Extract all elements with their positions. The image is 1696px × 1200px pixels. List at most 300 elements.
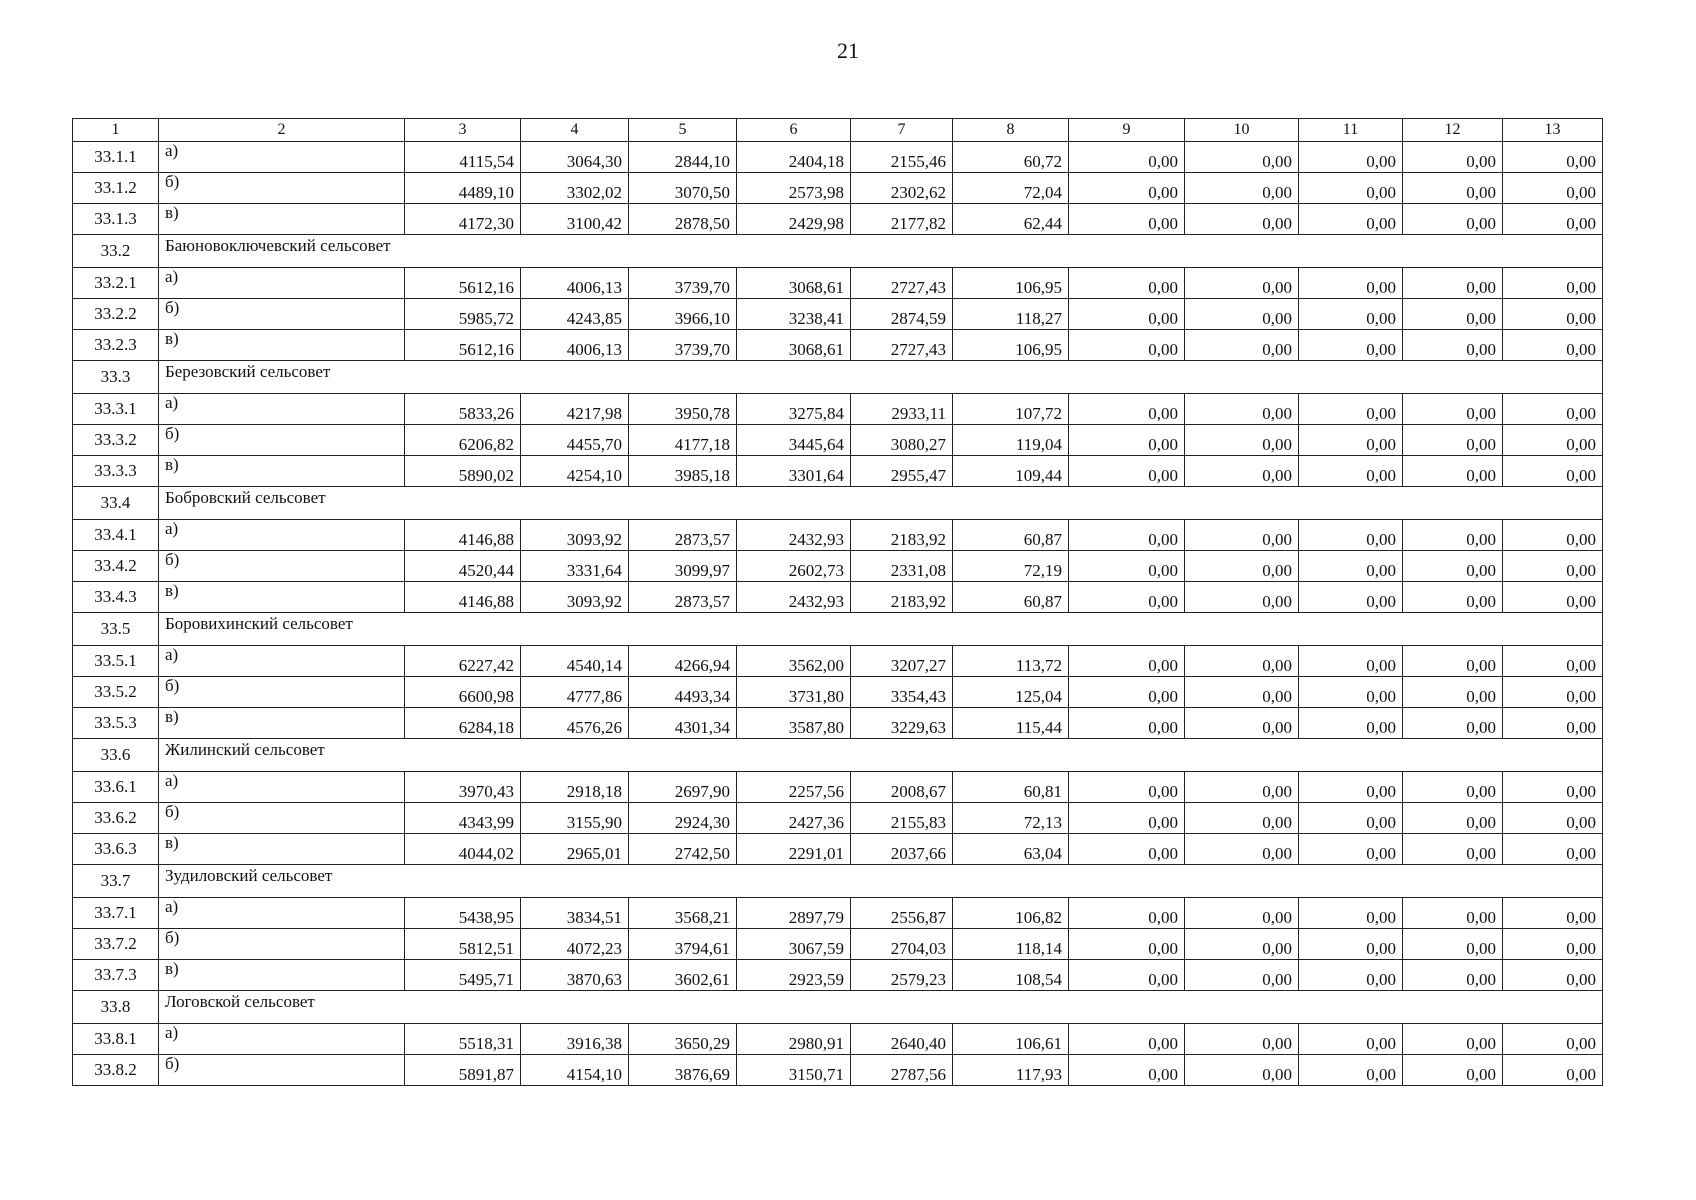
row-label: б)	[159, 299, 405, 330]
value-cell: 4154,10	[521, 1055, 629, 1086]
value-cell: 72,19	[953, 551, 1069, 582]
value-cell: 0,00	[1185, 772, 1299, 803]
value-cell: 2291,01	[737, 834, 851, 865]
header-cell: 12	[1403, 119, 1503, 142]
row-code: 33.3.3	[73, 456, 159, 487]
value-cell: 0,00	[1403, 1055, 1503, 1086]
page-number: 21	[837, 38, 859, 63]
value-cell: 0,00	[1403, 960, 1503, 991]
row-code: 33.8	[73, 991, 159, 1024]
value-cell: 0,00	[1069, 173, 1185, 204]
value-cell: 3739,70	[629, 330, 737, 361]
value-cell: 4493,34	[629, 677, 737, 708]
value-cell: 4146,88	[405, 520, 521, 551]
value-cell: 0,00	[1069, 142, 1185, 173]
value-cell: 2924,30	[629, 803, 737, 834]
value-cell: 0,00	[1299, 520, 1403, 551]
value-cell: 0,00	[1185, 299, 1299, 330]
value-cell: 2874,59	[851, 299, 953, 330]
value-cell: 3970,43	[405, 772, 521, 803]
value-cell: 2955,47	[851, 456, 953, 487]
value-cell: 0,00	[1403, 582, 1503, 613]
value-cell: 0,00	[1503, 204, 1603, 235]
header-cell: 5	[629, 119, 737, 142]
header-cell: 4	[521, 119, 629, 142]
section-name: Боровихинский сельсовет	[159, 613, 1603, 646]
row-code: 33.2.1	[73, 268, 159, 299]
value-cell: 0,00	[1069, 708, 1185, 739]
value-cell: 0,00	[1403, 898, 1503, 929]
table-row	[73, 898, 1603, 929]
row-code: 33.6.2	[73, 803, 159, 834]
row-label: в)	[159, 834, 405, 865]
value-cell: 2008,67	[851, 772, 953, 803]
value-cell: 5438,95	[405, 898, 521, 929]
value-cell: 4044,02	[405, 834, 521, 865]
value-cell: 2183,92	[851, 520, 953, 551]
value-cell: 3562,00	[737, 646, 851, 677]
value-cell: 2923,59	[737, 960, 851, 991]
value-cell: 0,00	[1503, 425, 1603, 456]
table-row	[73, 1055, 1603, 1086]
value-cell: 0,00	[1185, 646, 1299, 677]
value-cell: 0,00	[1069, 677, 1185, 708]
section-name: Березовский сельсовет	[159, 361, 1603, 394]
value-cell: 0,00	[1403, 677, 1503, 708]
value-cell: 3093,92	[521, 520, 629, 551]
value-cell: 60,87	[953, 520, 1069, 551]
row-code: 33.2.2	[73, 299, 159, 330]
row-label: а)	[159, 646, 405, 677]
value-cell: 0,00	[1299, 646, 1403, 677]
value-cell: 0,00	[1185, 204, 1299, 235]
value-cell: 2878,50	[629, 204, 737, 235]
value-cell: 3093,92	[521, 582, 629, 613]
table-row	[73, 173, 1603, 204]
table-row	[73, 929, 1603, 960]
value-cell: 2573,98	[737, 173, 851, 204]
value-cell: 0,00	[1185, 960, 1299, 991]
value-cell: 4777,86	[521, 677, 629, 708]
value-cell: 0,00	[1299, 708, 1403, 739]
value-cell: 2727,43	[851, 268, 953, 299]
value-cell: 0,00	[1403, 708, 1503, 739]
table-row	[73, 425, 1603, 456]
value-cell: 0,00	[1503, 929, 1603, 960]
row-code: 33.1.2	[73, 173, 159, 204]
value-cell: 0,00	[1185, 582, 1299, 613]
value-cell: 0,00	[1185, 456, 1299, 487]
value-cell: 4455,70	[521, 425, 629, 456]
row-code: 33.1.3	[73, 204, 159, 235]
value-cell: 2727,43	[851, 330, 953, 361]
table-row	[73, 268, 1603, 299]
value-cell: 3229,63	[851, 708, 953, 739]
row-code: 33.5.2	[73, 677, 159, 708]
value-cell: 5890,02	[405, 456, 521, 487]
value-cell: 2697,90	[629, 772, 737, 803]
value-cell: 0,00	[1185, 677, 1299, 708]
value-cell: 5612,16	[405, 268, 521, 299]
value-cell: 3150,71	[737, 1055, 851, 1086]
value-cell: 5518,31	[405, 1024, 521, 1055]
value-cell: 0,00	[1299, 1024, 1403, 1055]
value-cell: 4266,94	[629, 646, 737, 677]
header-cell: 6	[737, 119, 851, 142]
value-cell: 2602,73	[737, 551, 851, 582]
row-code: 33.8.1	[73, 1024, 159, 1055]
row-code: 33.7.3	[73, 960, 159, 991]
value-cell: 0,00	[1403, 456, 1503, 487]
value-cell: 0,00	[1503, 173, 1603, 204]
value-cell: 0,00	[1403, 142, 1503, 173]
table-row	[73, 803, 1603, 834]
value-cell: 3568,21	[629, 898, 737, 929]
value-cell: 0,00	[1299, 834, 1403, 865]
value-cell: 2183,92	[851, 582, 953, 613]
row-label: а)	[159, 1024, 405, 1055]
value-cell: 3731,80	[737, 677, 851, 708]
row-code: 33.5.3	[73, 708, 159, 739]
value-cell: 3794,61	[629, 929, 737, 960]
value-cell: 106,95	[953, 268, 1069, 299]
value-cell: 0,00	[1503, 772, 1603, 803]
section-name: Логовской сельсовет	[159, 991, 1603, 1024]
value-cell: 72,13	[953, 803, 1069, 834]
value-cell: 0,00	[1403, 772, 1503, 803]
row-label: б)	[159, 551, 405, 582]
table-row	[73, 677, 1603, 708]
value-cell: 5612,16	[405, 330, 521, 361]
value-cell: 2556,87	[851, 898, 953, 929]
value-cell: 4006,13	[521, 268, 629, 299]
value-cell: 60,87	[953, 582, 1069, 613]
table-row	[73, 330, 1603, 361]
value-cell: 3602,61	[629, 960, 737, 991]
value-cell: 0,00	[1503, 1024, 1603, 1055]
value-cell: 5495,71	[405, 960, 521, 991]
value-cell: 0,00	[1503, 551, 1603, 582]
value-cell: 5891,87	[405, 1055, 521, 1086]
section-row	[73, 361, 1603, 394]
value-cell: 0,00	[1299, 394, 1403, 425]
value-cell: 3876,69	[629, 1055, 737, 1086]
row-label: а)	[159, 268, 405, 299]
header-row	[73, 119, 1603, 142]
row-code: 33.1.1	[73, 142, 159, 173]
value-cell: 0,00	[1299, 551, 1403, 582]
value-cell: 0,00	[1299, 677, 1403, 708]
row-code: 33.3.1	[73, 394, 159, 425]
value-cell: 0,00	[1185, 1024, 1299, 1055]
table-row	[73, 299, 1603, 330]
value-cell: 4115,54	[405, 142, 521, 173]
value-cell: 0,00	[1299, 803, 1403, 834]
value-cell: 6227,42	[405, 646, 521, 677]
value-cell: 0,00	[1299, 898, 1403, 929]
value-cell: 2844,10	[629, 142, 737, 173]
value-cell: 0,00	[1069, 929, 1185, 960]
row-label: а)	[159, 898, 405, 929]
value-cell: 0,00	[1185, 330, 1299, 361]
row-code: 33.5.1	[73, 646, 159, 677]
table-row	[73, 520, 1603, 551]
row-label: б)	[159, 425, 405, 456]
section-name: Бобровский сельсовет	[159, 487, 1603, 520]
row-label: в)	[159, 960, 405, 991]
value-cell: 0,00	[1403, 330, 1503, 361]
row-code: 33.4	[73, 487, 159, 520]
value-cell: 0,00	[1503, 898, 1603, 929]
value-cell: 0,00	[1185, 551, 1299, 582]
value-cell: 0,00	[1503, 330, 1603, 361]
value-cell: 4489,10	[405, 173, 521, 204]
value-cell: 0,00	[1503, 142, 1603, 173]
row-code: 33.4.3	[73, 582, 159, 613]
value-cell: 109,44	[953, 456, 1069, 487]
value-cell: 4254,10	[521, 456, 629, 487]
value-cell: 6206,82	[405, 425, 521, 456]
value-cell: 0,00	[1403, 268, 1503, 299]
value-cell: 0,00	[1299, 204, 1403, 235]
value-cell: 2404,18	[737, 142, 851, 173]
value-cell: 0,00	[1403, 834, 1503, 865]
value-cell: 0,00	[1069, 834, 1185, 865]
row-label: в)	[159, 330, 405, 361]
value-cell: 0,00	[1069, 1055, 1185, 1086]
value-cell: 63,04	[953, 834, 1069, 865]
section-name: Зудиловский сельсовет	[159, 865, 1603, 898]
value-cell: 107,72	[953, 394, 1069, 425]
value-cell: 0,00	[1185, 1055, 1299, 1086]
value-cell: 0,00	[1503, 803, 1603, 834]
value-cell: 3155,90	[521, 803, 629, 834]
value-cell: 2742,50	[629, 834, 737, 865]
value-cell: 0,00	[1403, 173, 1503, 204]
row-code: 33.7.1	[73, 898, 159, 929]
value-cell: 3301,64	[737, 456, 851, 487]
value-cell: 3067,59	[737, 929, 851, 960]
section-row	[73, 235, 1603, 268]
value-cell: 2933,11	[851, 394, 953, 425]
table-row	[73, 582, 1603, 613]
value-cell: 6600,98	[405, 677, 521, 708]
row-code: 33.7.2	[73, 929, 159, 960]
value-cell: 60,72	[953, 142, 1069, 173]
value-cell: 0,00	[1503, 834, 1603, 865]
value-cell: 115,44	[953, 708, 1069, 739]
value-cell: 4006,13	[521, 330, 629, 361]
value-cell: 2177,82	[851, 204, 953, 235]
value-cell: 3080,27	[851, 425, 953, 456]
value-cell: 2432,93	[737, 582, 851, 613]
value-cell: 2331,08	[851, 551, 953, 582]
header-cell: 3	[405, 119, 521, 142]
value-cell: 0,00	[1069, 299, 1185, 330]
value-cell: 4177,18	[629, 425, 737, 456]
value-cell: 2302,62	[851, 173, 953, 204]
value-cell: 2037,66	[851, 834, 953, 865]
table-body	[73, 142, 1603, 1086]
value-cell: 60,81	[953, 772, 1069, 803]
value-cell: 0,00	[1069, 898, 1185, 929]
value-cell: 3302,02	[521, 173, 629, 204]
table-row	[73, 551, 1603, 582]
value-cell: 0,00	[1403, 646, 1503, 677]
value-cell: 0,00	[1299, 1055, 1403, 1086]
value-cell: 4576,26	[521, 708, 629, 739]
value-cell: 106,82	[953, 898, 1069, 929]
value-cell: 0,00	[1503, 456, 1603, 487]
value-cell: 2432,93	[737, 520, 851, 551]
value-cell: 5812,51	[405, 929, 521, 960]
value-cell: 0,00	[1185, 834, 1299, 865]
value-cell: 0,00	[1299, 173, 1403, 204]
value-cell: 4301,34	[629, 708, 737, 739]
section-name: Баюновоключевский сельсовет	[159, 235, 1603, 268]
value-cell: 0,00	[1069, 204, 1185, 235]
value-cell: 2980,91	[737, 1024, 851, 1055]
value-cell: 4072,23	[521, 929, 629, 960]
value-cell: 0,00	[1503, 708, 1603, 739]
row-label: а)	[159, 394, 405, 425]
value-cell: 62,44	[953, 204, 1069, 235]
section-row	[73, 613, 1603, 646]
value-cell: 0,00	[1503, 1055, 1603, 1086]
value-cell: 72,04	[953, 173, 1069, 204]
section-row	[73, 991, 1603, 1024]
value-cell: 4217,98	[521, 394, 629, 425]
value-cell: 0,00	[1185, 520, 1299, 551]
header-cell: 8	[953, 119, 1069, 142]
value-cell: 0,00	[1185, 803, 1299, 834]
header-cell: 11	[1299, 119, 1403, 142]
value-cell: 0,00	[1185, 268, 1299, 299]
value-cell: 0,00	[1503, 960, 1603, 991]
value-cell: 0,00	[1069, 330, 1185, 361]
row-label: а)	[159, 142, 405, 173]
value-cell: 0,00	[1069, 960, 1185, 991]
row-code: 33.8.2	[73, 1055, 159, 1086]
value-cell: 3068,61	[737, 268, 851, 299]
value-cell: 0,00	[1503, 646, 1603, 677]
section-row	[73, 865, 1603, 898]
value-cell: 3064,30	[521, 142, 629, 173]
value-cell: 0,00	[1503, 677, 1603, 708]
header-cell: 9	[1069, 119, 1185, 142]
section-name: Жилинский сельсовет	[159, 739, 1603, 772]
value-cell: 0,00	[1299, 960, 1403, 991]
header-cell: 13	[1503, 119, 1603, 142]
value-cell: 3834,51	[521, 898, 629, 929]
value-cell: 4520,44	[405, 551, 521, 582]
value-cell: 0,00	[1299, 929, 1403, 960]
value-cell: 119,04	[953, 425, 1069, 456]
value-cell: 0,00	[1185, 708, 1299, 739]
row-label: б)	[159, 803, 405, 834]
value-cell: 117,93	[953, 1055, 1069, 1086]
table-row	[73, 204, 1603, 235]
value-cell: 2965,01	[521, 834, 629, 865]
row-code: 33.2	[73, 235, 159, 268]
value-cell: 0,00	[1299, 142, 1403, 173]
table-row	[73, 142, 1603, 173]
value-cell: 3099,97	[629, 551, 737, 582]
value-cell: 6284,18	[405, 708, 521, 739]
value-cell: 3100,42	[521, 204, 629, 235]
value-cell: 0,00	[1403, 204, 1503, 235]
value-cell: 0,00	[1299, 268, 1403, 299]
row-label: б)	[159, 677, 405, 708]
row-code: 33.7	[73, 865, 159, 898]
value-cell: 0,00	[1299, 330, 1403, 361]
value-cell: 2429,98	[737, 204, 851, 235]
value-cell: 4540,14	[521, 646, 629, 677]
row-label: в)	[159, 582, 405, 613]
value-cell: 3207,27	[851, 646, 953, 677]
value-cell: 0,00	[1069, 803, 1185, 834]
header-cell: 1	[73, 119, 159, 142]
table-row	[73, 646, 1603, 677]
value-cell: 0,00	[1069, 1024, 1185, 1055]
value-cell: 0,00	[1403, 425, 1503, 456]
header-cell: 7	[851, 119, 953, 142]
value-cell: 0,00	[1403, 394, 1503, 425]
tariff-table	[72, 118, 1603, 1086]
value-cell: 3445,64	[737, 425, 851, 456]
value-cell: 0,00	[1185, 142, 1299, 173]
value-cell: 3985,18	[629, 456, 737, 487]
value-cell: 0,00	[1069, 268, 1185, 299]
row-label: б)	[159, 1055, 405, 1086]
row-label: в)	[159, 456, 405, 487]
value-cell: 108,54	[953, 960, 1069, 991]
row-code: 33.6.3	[73, 834, 159, 865]
value-cell: 3870,63	[521, 960, 629, 991]
row-code: 33.3.2	[73, 425, 159, 456]
row-code: 33.2.3	[73, 330, 159, 361]
value-cell: 3068,61	[737, 330, 851, 361]
value-cell: 0,00	[1403, 299, 1503, 330]
value-cell: 3739,70	[629, 268, 737, 299]
value-cell: 0,00	[1503, 299, 1603, 330]
row-code: 33.5	[73, 613, 159, 646]
value-cell: 0,00	[1503, 268, 1603, 299]
value-cell: 5985,72	[405, 299, 521, 330]
value-cell: 0,00	[1069, 394, 1185, 425]
table-row	[73, 708, 1603, 739]
value-cell: 0,00	[1069, 646, 1185, 677]
row-label: б)	[159, 173, 405, 204]
value-cell: 125,04	[953, 677, 1069, 708]
value-cell: 3587,80	[737, 708, 851, 739]
value-cell: 3070,50	[629, 173, 737, 204]
value-cell: 0,00	[1403, 1024, 1503, 1055]
table-row	[73, 456, 1603, 487]
value-cell: 0,00	[1185, 425, 1299, 456]
table-row	[73, 772, 1603, 803]
value-cell: 0,00	[1069, 425, 1185, 456]
value-cell: 113,72	[953, 646, 1069, 677]
row-label: в)	[159, 708, 405, 739]
value-cell: 3650,29	[629, 1024, 737, 1055]
value-cell: 106,95	[953, 330, 1069, 361]
row-code: 33.4.1	[73, 520, 159, 551]
value-cell: 4172,30	[405, 204, 521, 235]
row-label: а)	[159, 520, 405, 551]
value-cell: 2873,57	[629, 520, 737, 551]
value-cell: 3354,43	[851, 677, 953, 708]
